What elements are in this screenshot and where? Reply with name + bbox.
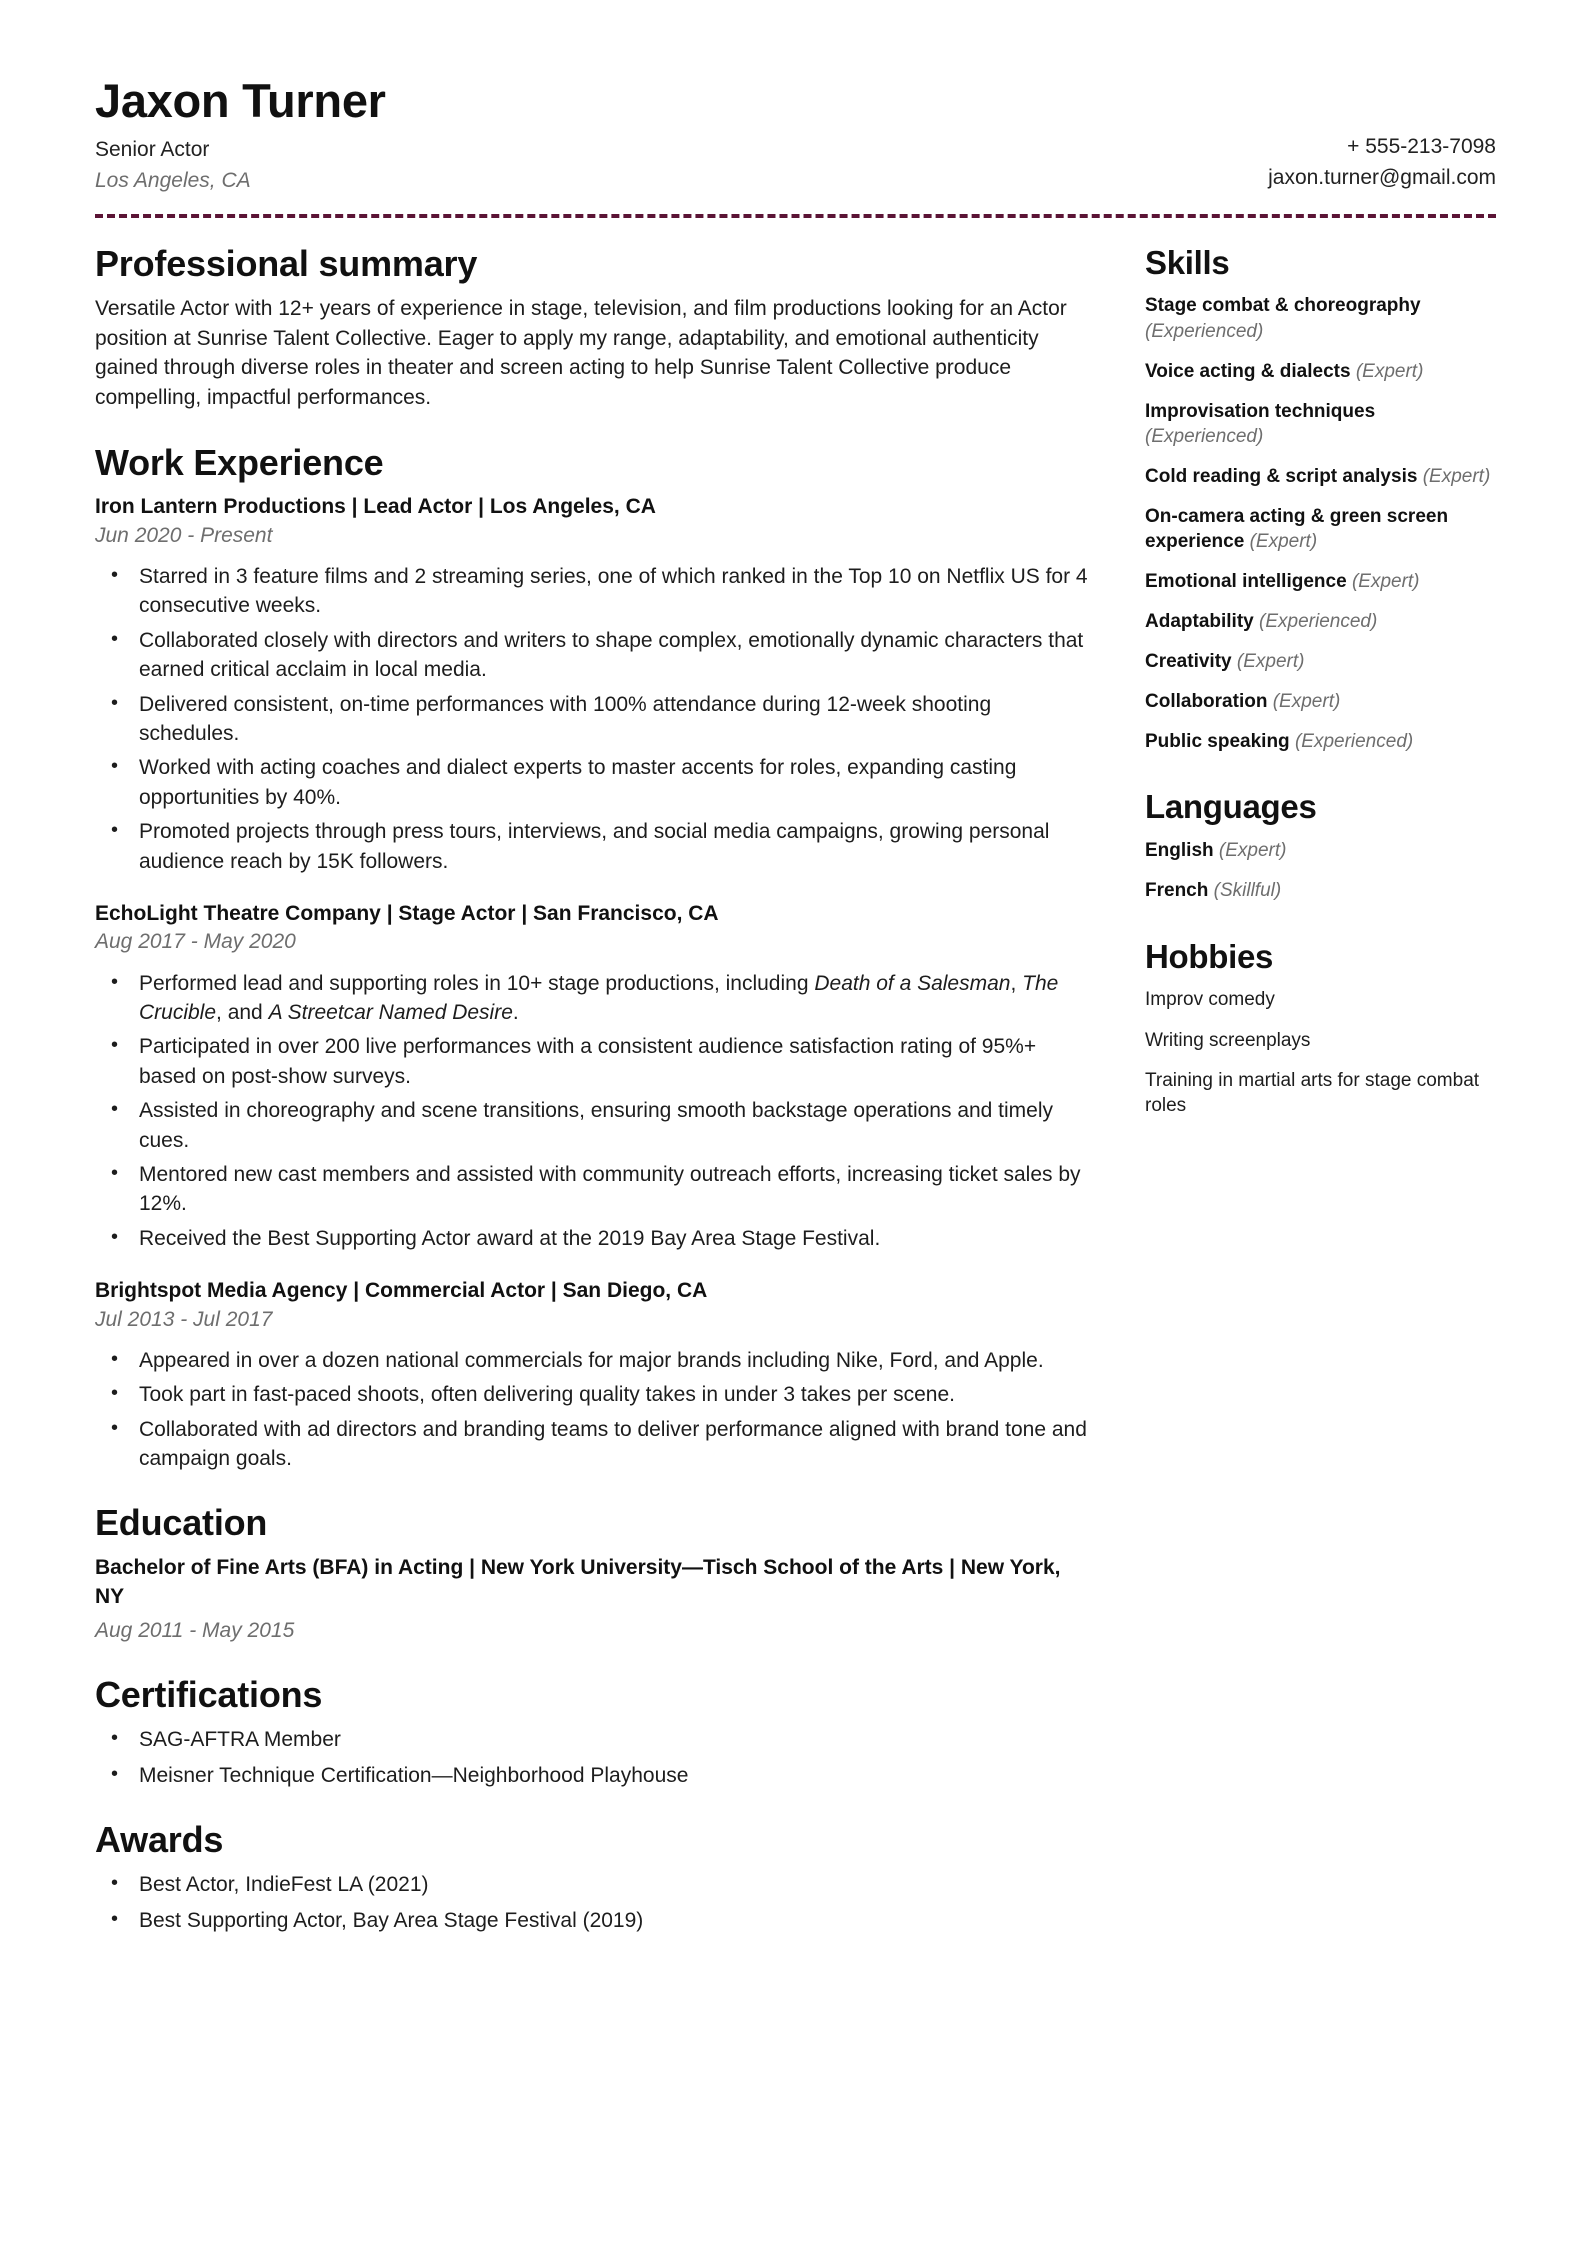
skill-item-name: Public speaking	[1145, 731, 1290, 753]
job-bullet: • Promoted projects through press tours, interviews, and social media campaigns, growing personal audience reach by 15K followers.	[95, 817, 1095, 876]
job-bullet-list	[95, 562, 1095, 876]
skill-item	[1145, 399, 1496, 449]
skill-item	[1145, 649, 1496, 674]
main-column	[95, 244, 1095, 1966]
section-title-certifications: Certifications	[95, 1674, 323, 1716]
skill-item	[1145, 359, 1496, 384]
skill-item-level: (Experienced)	[1259, 611, 1378, 633]
header-contact	[1268, 131, 1496, 196]
candidate-name: Jaxon Turner	[95, 74, 386, 127]
skill-item-name: Adaptability	[1145, 611, 1254, 633]
skill-item-level: (Experienced)	[1294, 731, 1414, 753]
skill-item-name: On-camera acting & green screen experience	[1145, 505, 1449, 552]
section-skills	[1145, 244, 1496, 755]
resume-body	[95, 244, 1496, 1966]
job-bullet: • Delivered consistent, on-time performances with 100% attendance during 12-week shooting schedules.	[95, 690, 1095, 749]
skill-item	[1145, 729, 1496, 754]
section-title-skills: Skills	[1145, 243, 1230, 281]
languages-list	[1145, 838, 1496, 903]
contact-email[interactable]: jaxon.turner@gmail.com	[1268, 166, 1496, 189]
summary-text: Versatile Actor with 12+ years of experience in stage, television, and film productions looking for an Actor position at Sunrise Talent Collective. Eager to apply my range, adaptability, and emotional authenticity gained through diverse roles in theater and screen acting to help Sunrise Talent Collective produce compelling, impactful performances.	[95, 296, 1067, 410]
work-experience-entry	[95, 1277, 1095, 1473]
section-languages	[1145, 788, 1496, 903]
skill-item-level: (Expert)	[1236, 651, 1305, 673]
job-bullet: • Mentored new cast members and assisted with community outreach efforts, increasing ticket sales by 12%.	[95, 1160, 1095, 1219]
job-bullet: • Assisted in choreography and scene transitions, ensuring smooth backstage operations and timely cues.	[95, 1096, 1095, 1155]
job-bullet-list	[95, 1346, 1095, 1474]
skill-item	[1145, 464, 1496, 489]
language-item-level: (Expert)	[1218, 840, 1287, 862]
skill-item	[1145, 504, 1496, 554]
section-hobbies	[1145, 938, 1496, 1118]
job-heading: EchoLight Theatre Company | Stage Actor | San Francisco, CA	[95, 901, 719, 925]
skill-item-level: (Expert)	[1422, 465, 1491, 487]
resume-header	[95, 60, 1496, 196]
sidebar-column	[1145, 244, 1496, 1152]
language-item	[1145, 838, 1496, 863]
header-divider	[95, 214, 1496, 218]
section-awards	[95, 1820, 1095, 1935]
job-bullet: • Worked with acting coaches and dialect experts to master accents for roles, expanding casting opportunities by 40%.	[95, 753, 1095, 812]
section-title-awards: Awards	[95, 1819, 224, 1861]
language-item-level: (Skillful)	[1213, 880, 1282, 902]
header-identity	[95, 76, 386, 196]
job-bullet: • Collaborated closely with directors and writers to shape complex, emotionally dynamic characters that earned critical acclaim in local media.	[95, 626, 1095, 685]
work-experience-entry	[95, 900, 1095, 1253]
skill-item-level: (Experienced)	[1145, 320, 1264, 342]
certification-item: • Meisner Technique Certification—Neighborhood Playhouse	[95, 1761, 1095, 1790]
certification-item: • SAG-AFTRA Member	[95, 1725, 1095, 1754]
skill-item-name: Improvisation techniques	[1145, 400, 1376, 422]
skill-item-level: (Experienced)	[1145, 425, 1264, 447]
job-bullet: • Took part in fast-paced shoots, often delivering quality takes in under 3 takes per scene.	[95, 1380, 1095, 1409]
award-item: • Best Actor, IndieFest LA (2021)	[95, 1870, 1095, 1899]
skill-item-name: Emotional intelligence	[1145, 571, 1347, 593]
skill-item-name: Creativity	[1145, 651, 1232, 673]
section-professional-summary	[95, 244, 1095, 414]
awards-list	[95, 1870, 1095, 1935]
job-bullet: • Performed lead and supporting roles in 10+ stage productions, including Death of a Salesman, The Crucible, and A Streetcar Named Desire.	[95, 969, 1095, 1028]
job-bullet: • Appeared in over a dozen national commercials for major brands including Nike, Ford, and Apple.	[95, 1346, 1095, 1375]
work-experience-entry	[95, 493, 1095, 876]
certifications-list	[95, 1725, 1095, 1790]
skill-item	[1145, 569, 1496, 594]
hobby-item: Improv comedy	[1145, 989, 1275, 1011]
candidate-location: Los Angeles, CA	[95, 169, 251, 193]
skill-item	[1145, 689, 1496, 714]
job-bullet: • Collaborated with ad directors and branding teams to deliver performance aligned with brand tone and campaign goals.	[95, 1415, 1095, 1474]
award-item: • Best Supporting Actor, Bay Area Stage Festival (2019)	[95, 1906, 1095, 1935]
language-item-name: English	[1145, 840, 1214, 862]
section-certifications	[95, 1675, 1095, 1790]
skill-item-level: (Expert)	[1272, 691, 1341, 713]
job-bullet: • Participated in over 200 live performances with a consistent audience satisfaction rating of 95%+ based on post-show surveys.	[95, 1032, 1095, 1091]
skill-item-level: (Expert)	[1249, 530, 1318, 552]
skill-item-name: Cold reading & script analysis	[1145, 465, 1418, 487]
language-item-name: French	[1145, 880, 1209, 902]
section-title-languages: Languages	[1145, 788, 1317, 826]
job-dates: Jun 2020 - Present	[95, 523, 273, 547]
section-title-education: Education	[95, 1502, 268, 1544]
skill-item	[1145, 293, 1496, 343]
skill-item	[1145, 609, 1496, 634]
job-dates: Aug 2017 - May 2020	[95, 930, 296, 954]
education-dates: Aug 2011 - May 2015	[95, 1618, 295, 1642]
section-title-summary: Professional summary	[95, 242, 478, 284]
job-bullet: • Received the Best Supporting Actor award at the 2019 Bay Area Stage Festival.	[95, 1224, 1095, 1253]
education-heading: Bachelor of Fine Arts (BFA) in Acting | New York University—Tisch School of the Arts | New York, NY	[95, 1555, 1061, 1608]
job-dates: Jul 2013 - Jul 2017	[95, 1307, 273, 1331]
skill-item-level: (Expert)	[1351, 571, 1420, 593]
education-entry	[95, 1554, 1095, 1645]
skill-item-name: Collaboration	[1145, 691, 1268, 713]
skill-item-level: (Expert)	[1355, 360, 1424, 382]
skills-list	[1145, 293, 1496, 754]
section-education	[95, 1503, 1095, 1645]
section-work-experience	[95, 443, 1095, 1473]
candidate-job-title: Senior Actor	[95, 137, 210, 161]
skill-item-name: Stage combat & choreography	[1145, 295, 1421, 317]
work-experience-list	[95, 493, 1095, 1473]
education-list	[95, 1554, 1095, 1645]
hobbies-list	[1145, 987, 1496, 1117]
section-title-hobbies: Hobbies	[1145, 937, 1274, 975]
job-bullet-list	[95, 969, 1095, 1254]
language-item	[1145, 878, 1496, 903]
hobby-item: Training in martial arts for stage combat roles	[1145, 1069, 1480, 1116]
section-title-work-experience: Work Experience	[95, 442, 384, 484]
hobby-item: Writing screenplays	[1145, 1029, 1311, 1051]
job-bullet: • Starred in 3 feature films and 2 streaming series, one of which ranked in the Top 10 on Netflix US for 4 consecutive weeks.	[95, 562, 1095, 621]
job-heading: Brightspot Media Agency | Commercial Actor | San Diego, CA	[95, 1279, 708, 1303]
skill-item-name: Voice acting & dialects	[1145, 360, 1351, 382]
job-heading: Iron Lantern Productions | Lead Actor | Los Angeles, CA	[95, 495, 656, 519]
contact-phone[interactable]: + 555-213-7098	[1347, 134, 1496, 158]
